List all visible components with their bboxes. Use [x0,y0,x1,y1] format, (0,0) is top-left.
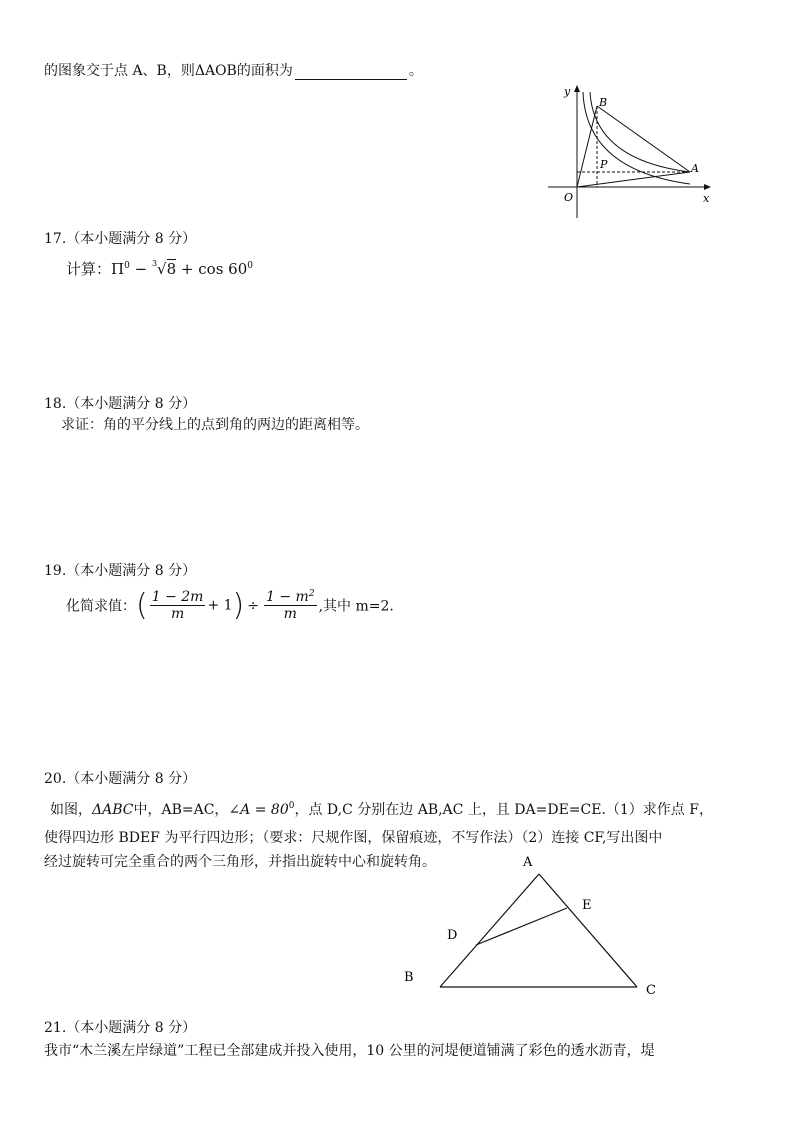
q20-line1-b: 中，AB=AC， [133,802,229,818]
segment-ab [597,106,690,172]
left-paren: ( [136,588,148,623]
hyperbola-figure [540,80,720,220]
label-e: E [582,898,592,913]
q21-text: 我市“木兰溪左岸绿道”工程已全部建成并投入使用，10 公里的河堤便道铺满了彩色的透水沥青，堤 [44,1043,655,1059]
right-paren: ) [232,588,245,623]
q17-pow-deg: 0 [247,261,253,271]
q16-triangle: ΔAOB [194,63,237,79]
q18-text: 求证：角的平分线上的点到角的两边的距离相等。 [61,417,369,433]
q20-triangle: ΔABC [92,802,134,818]
q19-f2-den: m [283,606,297,622]
q17-header: 17.（本小题满分 8 分） [44,231,197,247]
q19-header: 19.（本小题满分 8 分） [44,563,197,579]
label-x: x [703,192,710,205]
q17-pi: Π [111,260,125,278]
q19-fraction-1 [150,589,206,622]
q17-root-index: 3 [151,259,158,268]
q18-header: 18.（本小题满分 8 分） [44,396,197,412]
answer-blank [295,65,407,80]
q19-f2-num: 1 − m [266,589,309,605]
q17-root-body: 8 [166,260,177,278]
label-p: P [600,158,608,171]
q20-deg: 0 [288,801,295,811]
q19-f1-num: 1 − 2m [151,589,204,605]
side-ac [539,874,637,987]
q19-plus-one: + 1 [207,597,233,614]
q17-minus: − [129,260,152,278]
q17-expression [66,258,253,279]
q20-line1-a: 如图， [50,802,92,818]
q19-f2-numerator [264,589,317,606]
label-d: D [447,928,458,943]
q16-end: 。 [408,63,423,79]
label-o: O [564,191,574,204]
label-b: B [599,96,608,109]
label-a: A [691,162,699,175]
label-b: B [404,970,414,985]
q20-line2: 使得四边形 BDEF 为平行四边形；（要求：尺规作图，保留痕迹，不写作法）（2）连接 CF,写出图中 [44,830,663,846]
q19-div: ÷ [247,597,259,614]
q19-f2-num-sup: 2 [308,589,315,599]
q16-line [44,60,423,80]
radical-sign: √ [157,260,167,278]
segment-de [476,908,567,945]
q16-text-after: 的面积为 [236,63,293,79]
q19-f1-den: m [170,606,185,622]
q19-expression [66,588,394,623]
q20-line1 [50,799,713,819]
q19-fraction-2 [264,589,317,622]
q19-suffix: ,其中 m=2. [318,598,394,615]
q17-prefix: 计算： [66,260,112,278]
q17-plus-cos: + cos 60 [176,260,248,278]
segment-oa [577,172,690,187]
label-y: y [564,85,571,98]
q20-header: 20.（本小题满分 8 分） [44,771,197,787]
q20-line1-c: ，点 D,C 分别在边 AB,AC 上，且 DA=DE=CE.（1）求作点 F， [294,802,713,818]
q20-angle: ∠A = 80 [228,802,289,818]
q21-header: 21.（本小题满分 8 分） [44,1020,197,1036]
q16-text-before: 的图象交于点 A、B，则 [44,63,195,79]
label-c: C [646,983,656,998]
q17-pow0: 0 [124,261,130,271]
label-a: A [523,855,533,870]
q20-line3: 经过旋转可完全重合的两个三角形，并指出旋转中心和旋转角。 [44,854,436,870]
q19-prefix: 化简求值： [66,598,136,615]
triangle-figure [396,848,666,998]
